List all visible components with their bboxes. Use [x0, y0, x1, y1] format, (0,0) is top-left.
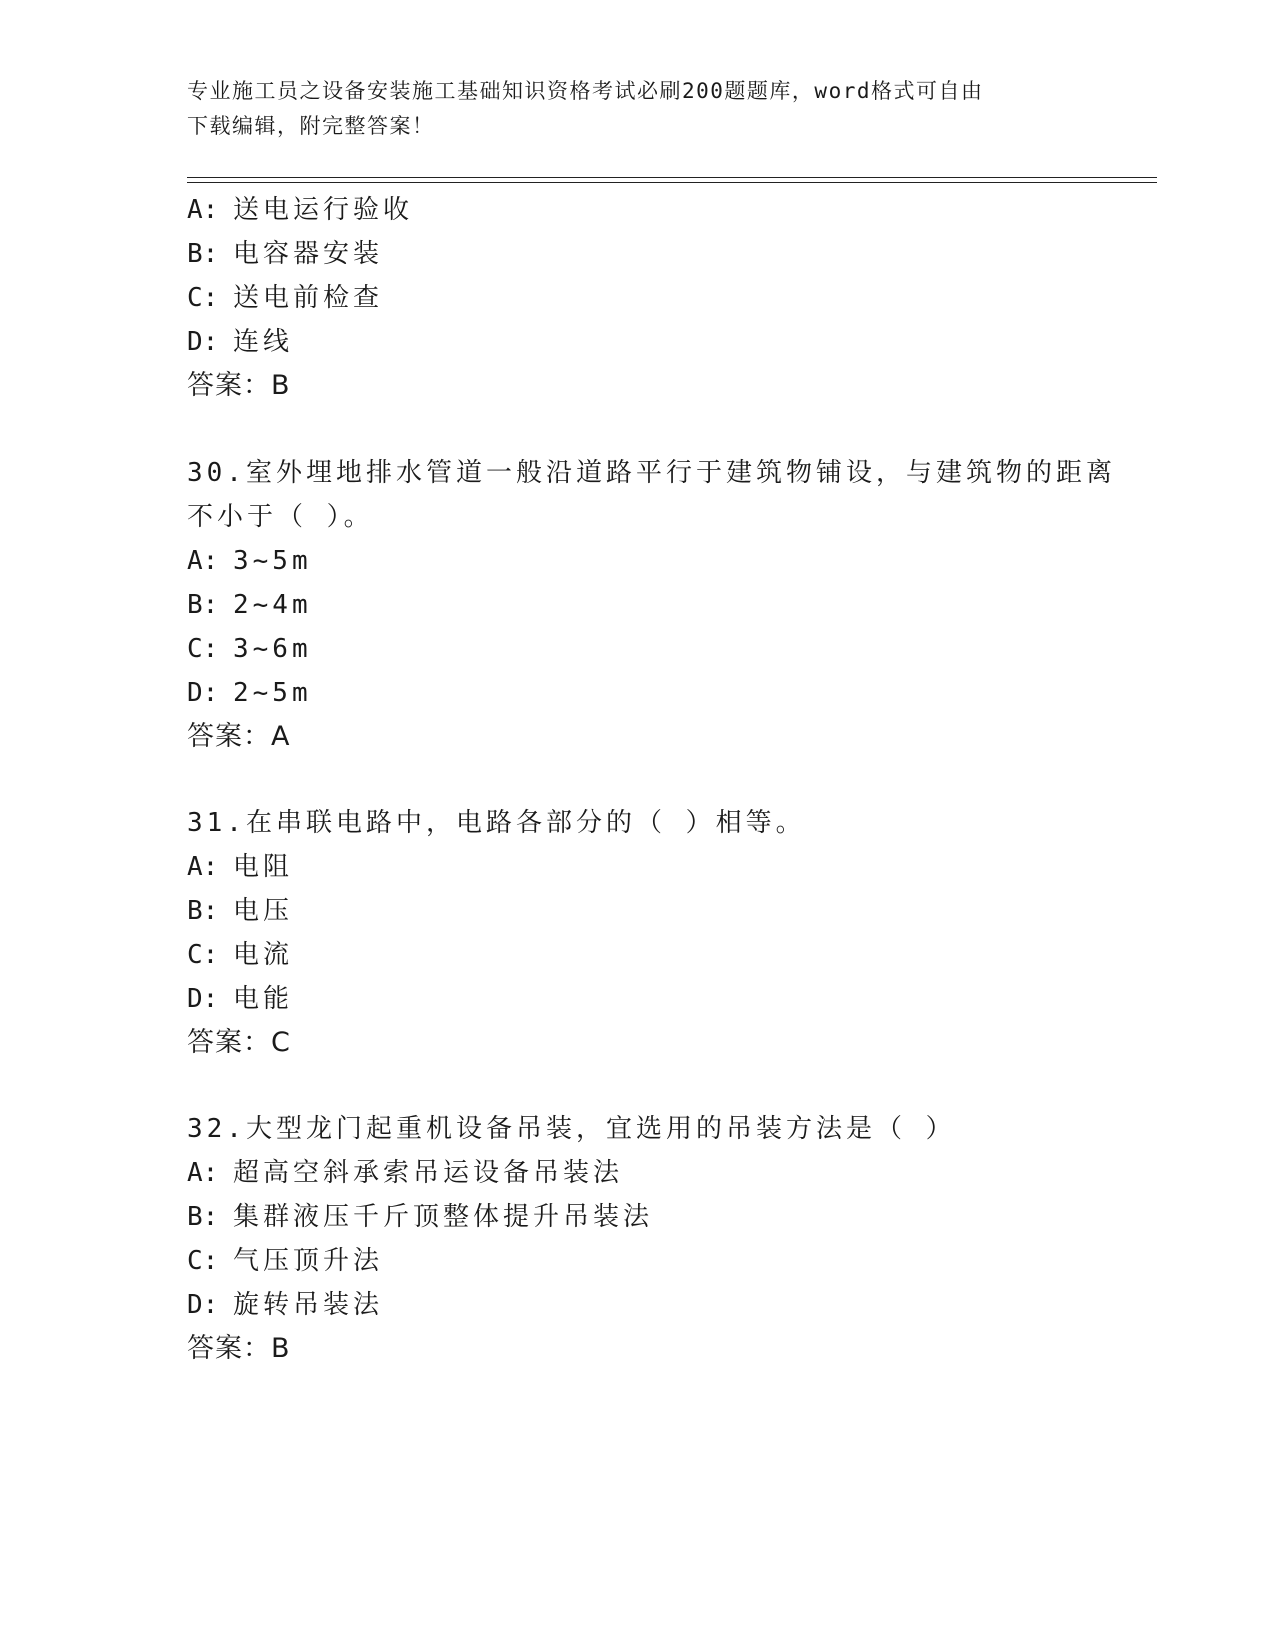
header-line-1: 专业施工员之设备安装施工基础知识资格考试必刷200题题库，word格式可自由: [187, 79, 984, 103]
option-text: 集群液压千斤顶整体提升吊装法: [233, 1202, 654, 1232]
q30-option-a: [187, 538, 312, 584]
option-text: 3~6m: [233, 634, 312, 664]
option-key: C:: [187, 634, 219, 664]
q31-option-a: [187, 844, 293, 890]
option-key: C:: [187, 940, 219, 970]
option-key: A:: [187, 546, 219, 576]
option-key: B:: [187, 239, 219, 269]
option-text: 电压: [233, 896, 294, 926]
header-line-2: 下载编辑，附完整答案！: [187, 114, 435, 138]
q30-option-b: [187, 582, 312, 628]
q31-answer: 答案：C: [187, 1027, 291, 1058]
option-key: D:: [187, 327, 219, 357]
option-text: 送电运行验收: [233, 195, 414, 225]
q29-option-c: [187, 275, 383, 321]
document-header: [187, 74, 1087, 144]
q32-option-c: [187, 1238, 383, 1284]
q31-stem-line-1: 31.在串联电路中，电路各部分的（ ）相等。: [187, 808, 806, 838]
option-text: 2~4m: [233, 590, 312, 620]
option-key: A:: [187, 195, 219, 225]
q32-option-a: [187, 1150, 623, 1196]
q29-answer: 答案：B: [187, 370, 291, 401]
q32-option-d: [187, 1282, 383, 1328]
option-key: D:: [187, 984, 219, 1014]
option-key: B:: [187, 590, 219, 620]
q30-option-d: [187, 670, 312, 716]
header-divider-bottom: [187, 182, 1157, 183]
option-text: 超高空斜承索吊运设备吊装法: [233, 1158, 624, 1188]
option-key: D:: [187, 678, 219, 708]
option-text: 电容器安装: [233, 239, 384, 269]
option-text: 电流: [233, 940, 294, 970]
q30-answer: 答案：A: [187, 721, 291, 752]
header-divider-top: [187, 177, 1157, 178]
option-text: 连线: [233, 327, 294, 357]
option-text: 电阻: [233, 852, 294, 882]
option-text: 2~5m: [233, 678, 312, 708]
option-key: A:: [187, 1158, 219, 1188]
q29-option-b: [187, 231, 383, 277]
q32-option-b: [187, 1194, 653, 1240]
option-key: C:: [187, 1246, 219, 1276]
option-text: 旋转吊装法: [233, 1290, 384, 1320]
option-text: 电能: [233, 984, 294, 1014]
option-key: C:: [187, 283, 219, 313]
q30-option-c: [187, 626, 312, 672]
q32-answer: 答案：B: [187, 1333, 291, 1364]
option-key: B:: [187, 1202, 219, 1232]
q29-option-d: [187, 319, 293, 365]
option-text: 送电前检查: [233, 283, 384, 313]
option-key: B:: [187, 896, 219, 926]
option-text: 3~5m: [233, 546, 312, 576]
q32-stem-line-1: 32.大型龙门起重机设备吊装，宜选用的吊装方法是（ ）: [187, 1114, 956, 1144]
q30-stem-line-2: 不小于（ ）。: [187, 502, 374, 532]
option-text: 气压顶升法: [233, 1246, 384, 1276]
q31-option-d: [187, 976, 293, 1022]
option-key: D:: [187, 1290, 219, 1320]
q29-option-a: [187, 187, 413, 233]
q30-stem-line-1: 30.室外埋地排水管道一般沿道路平行于建筑物铺设，与建筑物的距离: [187, 458, 1116, 488]
option-key: A:: [187, 852, 219, 882]
q31-option-b: [187, 888, 293, 934]
q31-option-c: [187, 932, 293, 978]
